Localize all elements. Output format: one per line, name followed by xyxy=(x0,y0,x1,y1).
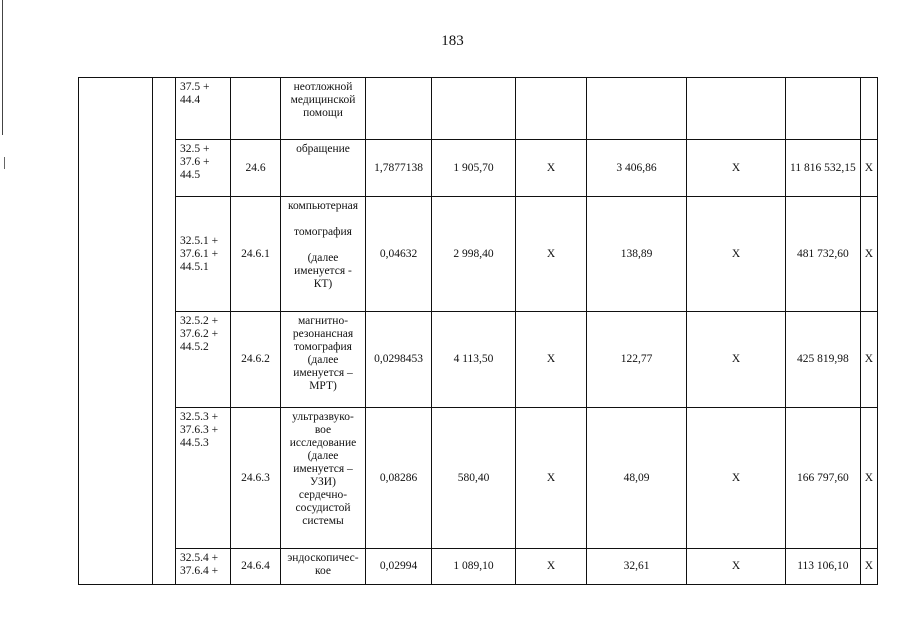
value2-cell: 481 732,60 xyxy=(786,197,861,312)
value2-cell: 11 816 532,15 xyxy=(786,140,861,197)
value2-cell: 425 819,98 xyxy=(786,312,861,408)
value1-cell: 3 406,86 xyxy=(587,140,687,197)
x2-cell: X xyxy=(687,197,786,312)
x2-cell: X xyxy=(687,312,786,408)
table-row xyxy=(79,312,878,408)
tariff-cell: 1 089,10 xyxy=(432,549,516,585)
name-cell: эндоскопичес- кое xyxy=(281,549,366,585)
ref-cell: 32.5.4 + 37.6.4 + xyxy=(176,549,231,585)
x3-cell: X xyxy=(860,140,877,197)
x2-cell: X xyxy=(687,408,786,549)
tariff-cell: 2 998,40 xyxy=(432,197,516,312)
code-cell: 24.6.3 xyxy=(231,408,281,549)
ref-cell: 32.5.3 + 37.6.3 + 44.5.3 xyxy=(176,408,231,549)
ref-cell: 37.5 + 44.4 xyxy=(176,78,231,140)
x3-cell: X xyxy=(860,312,877,408)
x1-cell: X xyxy=(516,140,587,197)
table-row xyxy=(79,549,878,585)
code-cell: 24.6.1 xyxy=(231,197,281,312)
coef-cell: 0,08286 xyxy=(366,408,432,549)
margin-dot xyxy=(4,157,5,169)
tariff-cell: 4 113,50 xyxy=(432,312,516,408)
name-cell: неотложной медицинской помощи xyxy=(281,78,366,140)
tariff-cell: 1 905,70 xyxy=(432,140,516,197)
x3-cell: X xyxy=(860,197,877,312)
coef-cell xyxy=(366,78,432,140)
value2-cell: 113 106,10 xyxy=(786,549,861,585)
value2-cell xyxy=(786,78,861,140)
x1-cell: X xyxy=(516,312,587,408)
x2-cell xyxy=(687,78,786,140)
x1-cell: X xyxy=(516,408,587,549)
table-row xyxy=(79,140,878,197)
coef-cell: 0,04632 xyxy=(366,197,432,312)
name-cell: компьютерная томография (далее именуется - КТ) xyxy=(281,197,366,312)
ref-cell: 32.5 + 37.6 + 44.5 xyxy=(176,140,231,197)
table-row xyxy=(79,197,878,312)
name-cell: магнитно- резонансная томография (далее именуется – МРТ) xyxy=(281,312,366,408)
x3-cell: X xyxy=(860,549,877,585)
ref-cell: 32.5.2 + 37.6.2 + 44.5.2 xyxy=(176,312,231,408)
value1-cell: 138,89 xyxy=(587,197,687,312)
tariff-cell xyxy=(432,78,516,140)
table-row xyxy=(79,78,878,140)
data-table xyxy=(78,77,878,585)
ref-cell: 32.5.1 + 37.6.1 + 44.5.1 xyxy=(176,197,231,312)
code-cell xyxy=(231,78,281,140)
x2-cell: X xyxy=(687,549,786,585)
coef-cell: 0,02994 xyxy=(366,549,432,585)
x1-cell: X xyxy=(516,197,587,312)
coef-cell: 1,7877138 xyxy=(366,140,432,197)
name-cell: ультразвуко- вое исследование (далее именуется – УЗИ) сердечно- сосудистой системы xyxy=(281,408,366,549)
value1-cell: 122,77 xyxy=(587,312,687,408)
code-cell: 24.6.2 xyxy=(231,312,281,408)
coef-cell: 0,0298453 xyxy=(366,312,432,408)
blank-cell xyxy=(79,78,153,585)
name-cell: обращение xyxy=(281,140,366,197)
table-row xyxy=(79,408,878,549)
value1-cell: 32,61 xyxy=(587,549,687,585)
code-cell: 24.6.4 xyxy=(231,549,281,585)
x1-cell xyxy=(516,78,587,140)
x3-cell: X xyxy=(860,408,877,549)
tariff-cell: 580,40 xyxy=(432,408,516,549)
x1-cell: X xyxy=(516,549,587,585)
code-cell: 24.6 xyxy=(231,140,281,197)
value1-cell xyxy=(587,78,687,140)
value2-cell: 166 797,60 xyxy=(786,408,861,549)
page-number: 183 xyxy=(441,33,464,49)
blank-cell xyxy=(153,78,176,585)
x3-cell xyxy=(860,78,877,140)
x2-cell: X xyxy=(687,140,786,197)
value1-cell: 48,09 xyxy=(587,408,687,549)
margin-line xyxy=(2,0,3,135)
